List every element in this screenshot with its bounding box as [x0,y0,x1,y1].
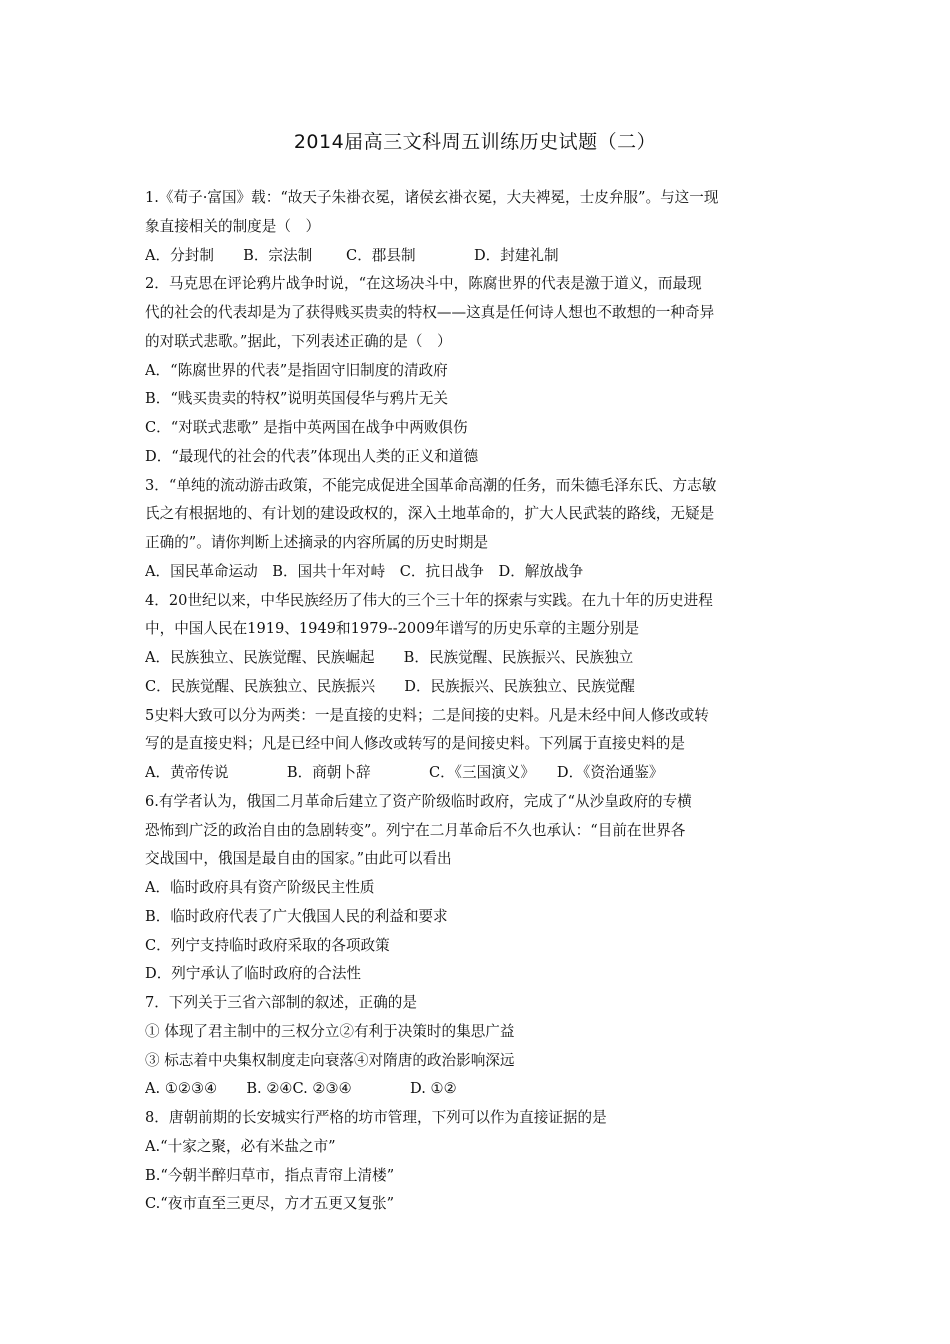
text-line: B．“贱买贵卖的特权”说明英国侵华与鸦片无关 [145,390,448,408]
page-title: 2014届高三文科周五训练历史试题（二） [293,131,657,153]
text-line: C．“对联式悲歌” 是指中英两国在战争中两败俱伤 [145,419,468,436]
text-line: 2．马克思在评论鸦片战争时说，“在这场决斗中，陈腐世界的代表是激于道义，而最现 [145,275,702,293]
text-line: A．民族独立、民族觉醒、民族崛起 B．民族觉醒、民族振兴、民族独立 [145,649,634,666]
text-line: A．“陈腐世界的代表”是指固守旧制度的清政府 [145,361,448,379]
text-line: 交战国中，俄国是最自由的国家。”由此可以看出 [145,850,452,868]
text-line: 氏之有根据地的、有计划的建设政权的，深入土地革命的，扩大人民武装的路线，无疑是 [145,505,715,523]
text-line: 7．下列关于三省六部制的叙述，正确的是 [145,994,417,1011]
text-line: D．列宁承认了临时政府的合法性 [145,965,362,983]
text-line: 恐怖到广泛的政治自由的急剧转变”。列宁在二月革命后不久也承认：“目前在世界各 [145,821,686,839]
text-line: A．分封制 B．宗法制 C．郡县制 D．封建礼制 [145,246,559,264]
text-line: 代的社会的代表却是为了获得贱买贵卖的特权——这真是任何诗人想也不敢想的一种奇异 [145,304,715,321]
text-line: ① 体现了君主制中的三权分立②有利于决策时的集思广益 [145,1022,515,1040]
question-body [145,184,810,1219]
text-line: B．临时政府代表了广大俄国人民的利益和要求 [145,907,448,925]
text-line: A.“十家之聚，必有米盐之市” [145,1137,336,1155]
text-line: 3．“单纯的流动游击政策，不能完成促进全国革命高潮的任务，而朱德毛泽东氏、方志敏 [145,476,717,494]
text-line: A. ①②③④ B. ②④C. ②③④ D. ①② [145,1080,457,1098]
text-line: C.“夜市直至三更尽，方才五更又复张” [145,1195,395,1213]
text-line: 写的是直接史料；凡是已经中间人修改或转写的是间接史料。下列属于直接史料的是 [145,735,685,753]
text-line: 象直接相关的制度是（ ） [145,217,321,235]
text-line: C．列宁支持临时政府采取的各项政策 [145,936,390,954]
text-line: A．国民革命运动 B．国共十年对峙 C．抗日战争 D．解放战争 [145,562,584,580]
text-line: 中，中国人民在1919、1949和1979--2009年谱写的历史乐章的主题分别是 [145,620,640,638]
text-line: B.“今朝半醉归草市，指点青帘上清楼” [145,1166,395,1184]
text-line: 6.有学者认为，俄国二月革命后建立了资产阶级临时政府，完成了“从沙皇政府的专横 [145,792,692,810]
text-line: 正确的”。请你判断上述摘录的内容所属的历史时期是 [145,534,489,551]
text-line: ③ 标志着中央集权制度走向衰落④对隋唐的政治影响深远 [145,1051,515,1069]
text-line: 1.《荀子·富国》载：“故天子朱褂衣冕，诸侯玄褂衣冕，大夫裨冕，士皮弁服”。与这一现 [145,189,719,206]
text-line: C．民族觉醒、民族独立、民族振兴 D．民族振兴、民族独立、民族觉醒 [145,677,635,695]
text-line: A．黄帝传说 B．商朝卜辞 C．《三国演义》 D．《资治通鉴》 [145,764,664,781]
text-line: A．临时政府具有资产阶级民主性质 [145,879,375,896]
text-line: D．“最现代的社会的代表”体现出人类的正义和道德 [145,447,479,465]
text-line: 5史料大致可以分为两类：一是直接的史料；二是间接的史料。凡是未经中间人修改或转 [145,706,709,724]
text-line: 4．20世纪以来，中华民族经历了伟大的三个三十年的探索与实践。在九十年的历史进程 [145,591,713,609]
text-line: 8．唐朝前期的长安城实行严格的坊市管理，下列可以作为直接证据的是 [145,1109,607,1126]
text-line: 的对联式悲歌。”据此，下列表述正确的是（ ） [145,332,452,350]
